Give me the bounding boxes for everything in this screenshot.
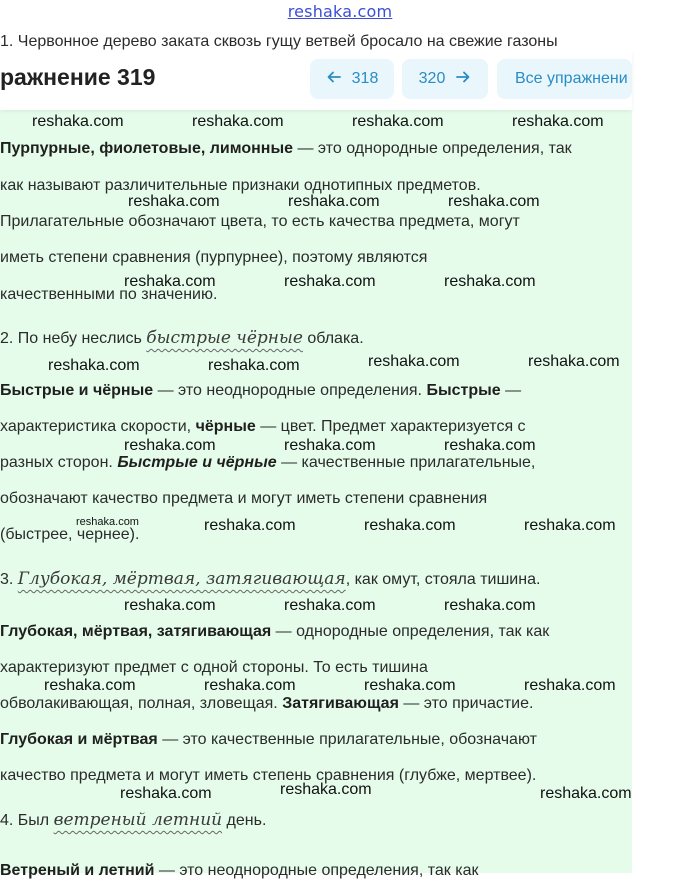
watermark-text: reshaka.com — [524, 517, 616, 534]
watermark-text: reshaka.com — [448, 193, 540, 210]
watermark-text: reshaka.com — [32, 113, 124, 130]
watermark-text: reshaka.com — [528, 353, 620, 370]
watermark-text: reshaka.com — [204, 517, 296, 534]
watermark-text: reshaka.com — [444, 437, 536, 454]
prev-exercise-button[interactable] — [310, 59, 394, 99]
watermark-text: reshaka.com — [444, 273, 536, 290]
next-exercise-button[interactable] — [402, 59, 488, 99]
sentence-2: 2. По небу неслись быстрые чёрные облака. — [0, 328, 364, 348]
page-title: ражнение 319 — [0, 64, 156, 90]
all-exercises-button[interactable] — [497, 59, 632, 99]
all-exercises-label: Все упражнени — [515, 70, 628, 87]
text-line: Прилагательные обозначают цвета, то есть качества предмета, могут — [0, 213, 520, 230]
watermark-text: reshaka.com — [288, 193, 380, 210]
next-exercise-label: 320 — [418, 70, 446, 87]
prev-exercise-label: 318 — [351, 70, 379, 87]
exercise-header — [0, 50, 632, 110]
text-line: характеризуют предмет с одной стороны. То есть тишина — [0, 659, 428, 676]
watermark-text: reshaka.com — [444, 597, 536, 614]
text-line: разных сторон. Быстрые и чёрные — качественные прилагательные, — [0, 454, 536, 471]
text-line: Быстрые и чёрные — это неоднородные определения. Быстрые — — [0, 382, 522, 399]
text-line: Глубокая, мёртвая, затягивающая — однородные определения, так как — [0, 623, 550, 640]
watermark-text: reshaka.com — [128, 193, 220, 210]
watermark-text: reshaka.com — [124, 437, 216, 454]
watermark-text: reshaka.com — [120, 785, 212, 802]
watermark-text: reshaka.com — [352, 113, 444, 130]
arrow-right-icon — [455, 69, 471, 90]
watermark-text: reshaka.com — [284, 273, 376, 290]
sentence-4: 4. Был ветреный летний день. — [0, 810, 267, 830]
site-watermark-link[interactable]: reshaka.com — [287, 2, 393, 21]
sentence-3: 3. Глубокая, мёртвая, затягивающая, как омут, стояла тишина. — [0, 569, 541, 589]
watermark-text: reshaka.com — [512, 113, 604, 130]
text-line: как называют различительные признаки однотипных предметов. — [0, 177, 481, 194]
watermark-text: reshaka.com — [364, 517, 456, 534]
text-line: обозначают качество предмета и могут иметь степени сравнения — [0, 490, 488, 507]
text-line: Глубокая и мёртвая — это качественные прилагательные, обозначают — [0, 731, 537, 748]
solution-content — [0, 110, 632, 879]
text-line: Ветреный и летний — это неоднородные определения, так как — [0, 862, 479, 879]
text-line: характеристика скорости, чёрные — цвет. Предмет характеризуется с — [0, 418, 526, 435]
watermark-text: reshaka.com — [364, 677, 456, 694]
watermark-text: reshaka.com — [284, 437, 376, 454]
watermark-text: reshaka.com — [204, 677, 296, 694]
arrow-left-icon — [326, 69, 342, 90]
watermark-text: reshaka.com — [124, 597, 216, 614]
text-line: (быстрее, чернее). — [0, 526, 140, 543]
text-line: качественными по значению. — [0, 286, 218, 303]
watermark-text: reshaka.com — [124, 273, 216, 290]
text-line: качество предмета и могут иметь степень сравнения (глубже, мертвее). — [0, 767, 537, 784]
text-line: обволакивающая, полная, зловещая. Затягивающая — это причастие. — [0, 695, 534, 712]
watermark-text: reshaka.com — [76, 516, 139, 528]
watermark-text: reshaka.com — [48, 357, 140, 374]
watermark-text: reshaka.com — [524, 677, 616, 694]
watermark-text: reshaka.com — [280, 781, 372, 798]
text-line: иметь степени сравнения (пурпурнее), поэтому являются — [0, 249, 428, 266]
previous-exercise-cut-line: 1. Червонное дерево заката сквозь гущу ветвей бросало на свежие газоны — [0, 33, 558, 50]
watermark-text: reshaka.com — [44, 677, 136, 694]
watermark-text: reshaka.com — [208, 357, 300, 374]
watermark-text: reshaka.com — [540, 785, 632, 802]
watermark-text: reshaka.com — [284, 597, 376, 614]
watermark-text: reshaka.com — [192, 113, 284, 130]
text-line: Пурпурные, фиолетовые, лимонные — это однородные определения, так — [0, 140, 572, 157]
watermark-text: reshaka.com — [368, 353, 460, 370]
